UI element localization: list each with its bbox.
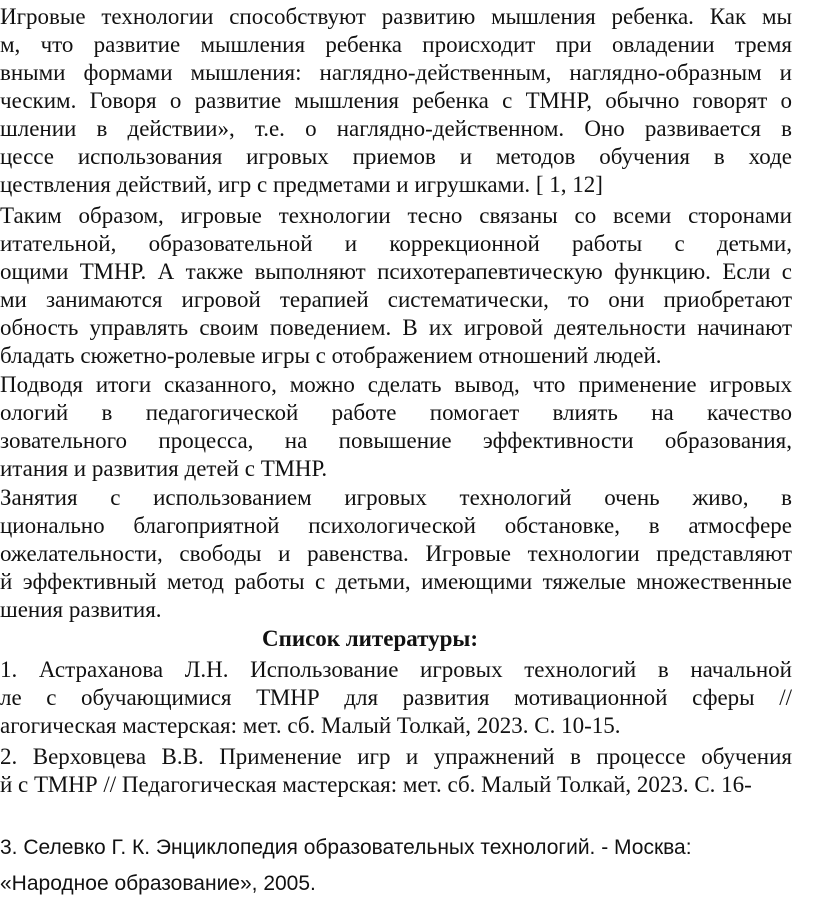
text-line: бладать сюжетно-ролевые игры с отображением отношений людей. bbox=[0, 343, 662, 368]
text-line: м, что развитие мышления ребенка происходит при овладении тремя bbox=[0, 32, 792, 57]
text-line: обность управлять своим поведением. В их игровой деятельности начинают bbox=[0, 315, 792, 340]
text-line: ожелательности, свободы и равенства. Игровые технологии представляют bbox=[0, 541, 792, 566]
text-line: й с ТМНР // Педагогическая мастерская: мет. сб. Малый Толкай, 2023. С. 16- bbox=[0, 772, 752, 797]
text-line: Таким образом, игровые технологии тесно связаны со всеми сторонами bbox=[0, 203, 792, 228]
text-line: итательной, образовательной и коррекционной работы с детьми, bbox=[0, 231, 792, 256]
text-line: ционально благоприятной психологической обстановке, в атмосфере bbox=[0, 513, 792, 538]
references-title: Список литературы: bbox=[261, 626, 479, 651]
text-line: шения развития. bbox=[0, 597, 162, 622]
text-line: агогическая мастерская: мет. сб. Малый Толкай, 2023. С. 10-15. bbox=[0, 713, 621, 738]
text-line: 2. Верховцева В.В. Применение игр и упражнений в процессе обучения bbox=[0, 744, 792, 769]
text-line: 3. Селевко Г. К. Энциклопедия образовательных технологий. - Москва: bbox=[0, 836, 692, 859]
text-line: Занятия с использованием игровых технологий очень живо, в bbox=[0, 485, 792, 510]
text-line: ологий в педагогической работе помогает влиять на качество bbox=[0, 400, 792, 425]
text-line: ми занимаются игровой терапией систематически, то они приобретают bbox=[0, 287, 792, 312]
text-line: шлении в действии», т.е. о наглядно-действенном. Оно развивается в bbox=[0, 116, 792, 141]
text-line: ческим. Говоря о развитие мышления ребенка с ТМНР, обычно говорят о bbox=[0, 88, 792, 113]
text-line: итания и развития детей с ТМНР. bbox=[0, 456, 328, 481]
text-line: 1. Астраханова Л.Н. Использование игровых технологий в начальной bbox=[0, 657, 792, 682]
text-line: зовательного процесса, на повышение эффективности образования, bbox=[0, 428, 792, 453]
text-line: цествления действий, игр с предметами и игрушками. [ 1, 12] bbox=[0, 172, 603, 197]
text-line: Подводя итоги сказанного, можно сделать вывод, что применение игровых bbox=[0, 372, 792, 397]
text-line: цессе использования игровых приемов и методов обучения в ходе bbox=[0, 144, 792, 169]
text-line: й эффективный метод работы с детьми, имеющими тяжелые множественные bbox=[0, 569, 792, 594]
text-line: «Народное образование», 2005. bbox=[0, 872, 316, 895]
text-line: ощими ТМНР. А также выполняют психотерапевтическую функцию. Если с bbox=[0, 259, 792, 284]
text-line: ле с обучающимися ТМНР для развития мотивационной сферы // bbox=[0, 685, 792, 710]
text-line: Игровые технологии способствуют развитию мышления ребенка. Как мы bbox=[0, 4, 792, 29]
text-line: вными формами мышления: наглядно-действенным, наглядно-образным и bbox=[0, 60, 792, 85]
